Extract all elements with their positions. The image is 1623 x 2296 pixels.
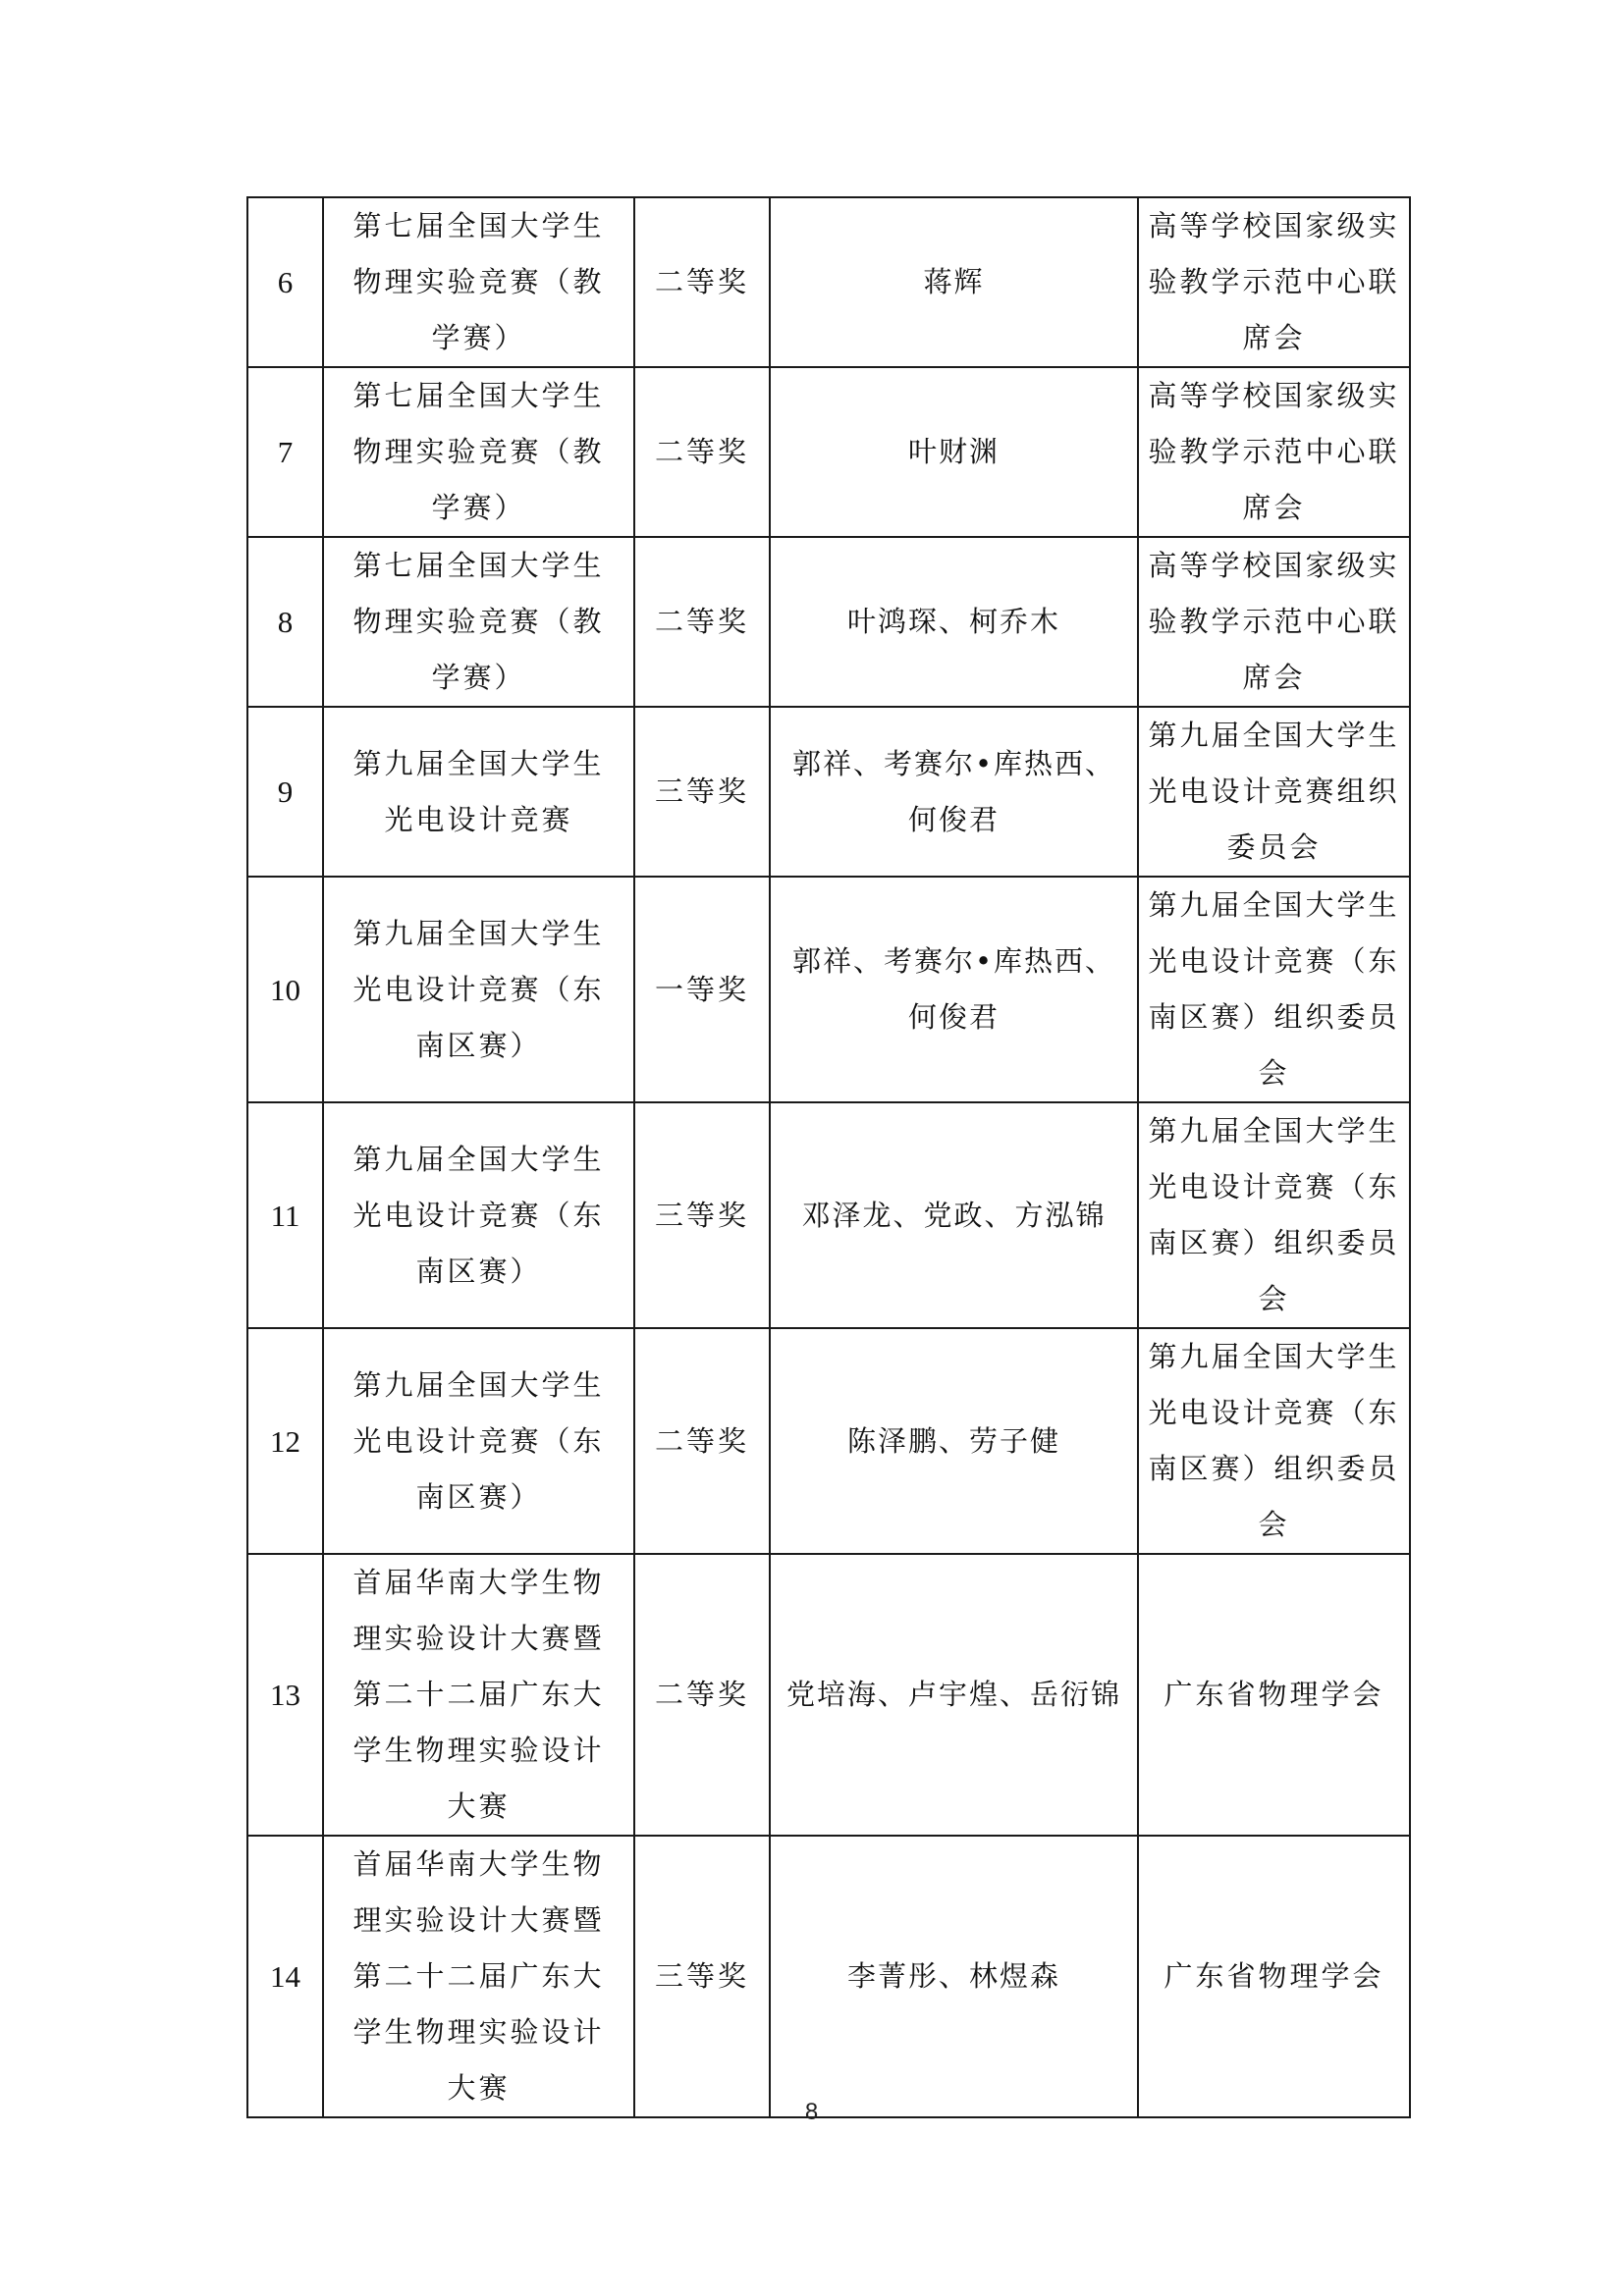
award-level: 二等奖: [634, 1554, 770, 1836]
organizer-name: 第九届全国大学生光电设计竞赛（东南区赛）组织委员会: [1138, 1328, 1410, 1554]
winner-names: 陈泽鹏、劳子健: [770, 1328, 1138, 1554]
row-number: 8: [247, 537, 323, 707]
award-level: 三等奖: [634, 1836, 770, 2117]
winner-names: 蒋辉: [770, 197, 1138, 367]
competition-name: 第九届全国大学生光电设计竞赛: [323, 707, 634, 877]
row-number: 9: [247, 707, 323, 877]
competition-name: 第七届全国大学生物理实验竞赛（教学赛）: [323, 197, 634, 367]
row-number: 7: [247, 367, 323, 537]
row-number: 12: [247, 1328, 323, 1554]
award-level: 二等奖: [634, 197, 770, 367]
winner-names: 郭祥、考赛尔•库热西、何俊君: [770, 877, 1138, 1102]
table-row: [247, 1102, 1410, 1328]
winner-names: 邓泽龙、党政、方泓锦: [770, 1102, 1138, 1328]
row-number: 14: [247, 1836, 323, 2117]
table-row: [247, 1328, 1410, 1554]
organizer-name: 第九届全国大学生光电设计竞赛（东南区赛）组织委员会: [1138, 877, 1410, 1102]
table-row: [247, 367, 1410, 537]
organizer-name: 广东省物理学会: [1138, 1554, 1410, 1836]
organizer-name: 高等学校国家级实验教学示范中心联席会: [1138, 537, 1410, 707]
award-level: 三等奖: [634, 707, 770, 877]
table-row: [247, 877, 1410, 1102]
organizer-name: 第九届全国大学生光电设计竞赛组织委员会: [1138, 707, 1410, 877]
award-level: 一等奖: [634, 877, 770, 1102]
row-number: 13: [247, 1554, 323, 1836]
table-row: [247, 1836, 1410, 2117]
awards-table-body: [247, 197, 1410, 2117]
row-number: 6: [247, 197, 323, 367]
page-number: 8: [804, 2099, 819, 2125]
award-level: 二等奖: [634, 537, 770, 707]
row-number: 10: [247, 877, 323, 1102]
organizer-name: 高等学校国家级实验教学示范中心联席会: [1138, 367, 1410, 537]
competition-name: 第七届全国大学生物理实验竞赛（教学赛）: [323, 367, 634, 537]
award-level: 三等奖: [634, 1102, 770, 1328]
winner-names: 李菁彤、林煜森: [770, 1836, 1138, 2117]
organizer-name: 高等学校国家级实验教学示范中心联席会: [1138, 197, 1410, 367]
competition-name: 第九届全国大学生光电设计竞赛（东南区赛）: [323, 877, 634, 1102]
organizer-name: 第九届全国大学生光电设计竞赛（东南区赛）组织委员会: [1138, 1102, 1410, 1328]
table-row: [247, 537, 1410, 707]
winner-names: 叶财渊: [770, 367, 1138, 537]
competition-name: 第九届全国大学生光电设计竞赛（东南区赛）: [323, 1102, 634, 1328]
table-row: [247, 707, 1410, 877]
awards-table: [246, 196, 1411, 2118]
award-level: 二等奖: [634, 1328, 770, 1554]
competition-name: 第九届全国大学生光电设计竞赛（东南区赛）: [323, 1328, 634, 1554]
winner-names: 党培海、卢宇煌、岳衍锦: [770, 1554, 1138, 1836]
winner-names: 郭祥、考赛尔•库热西、何俊君: [770, 707, 1138, 877]
organizer-name: 广东省物理学会: [1138, 1836, 1410, 2117]
award-level: 二等奖: [634, 367, 770, 537]
competition-name: 首届华南大学生物理实验设计大赛暨第二十二届广东大学生物理实验设计大赛: [323, 1836, 634, 2117]
table-row: [247, 1554, 1410, 1836]
competition-name: 第七届全国大学生物理实验竞赛（教学赛）: [323, 537, 634, 707]
winner-names: 叶鸿琛、柯乔木: [770, 537, 1138, 707]
row-number: 11: [247, 1102, 323, 1328]
competition-name: 首届华南大学生物理实验设计大赛暨第二十二届广东大学生物理实验设计大赛: [323, 1554, 634, 1836]
table-row: [247, 197, 1410, 367]
